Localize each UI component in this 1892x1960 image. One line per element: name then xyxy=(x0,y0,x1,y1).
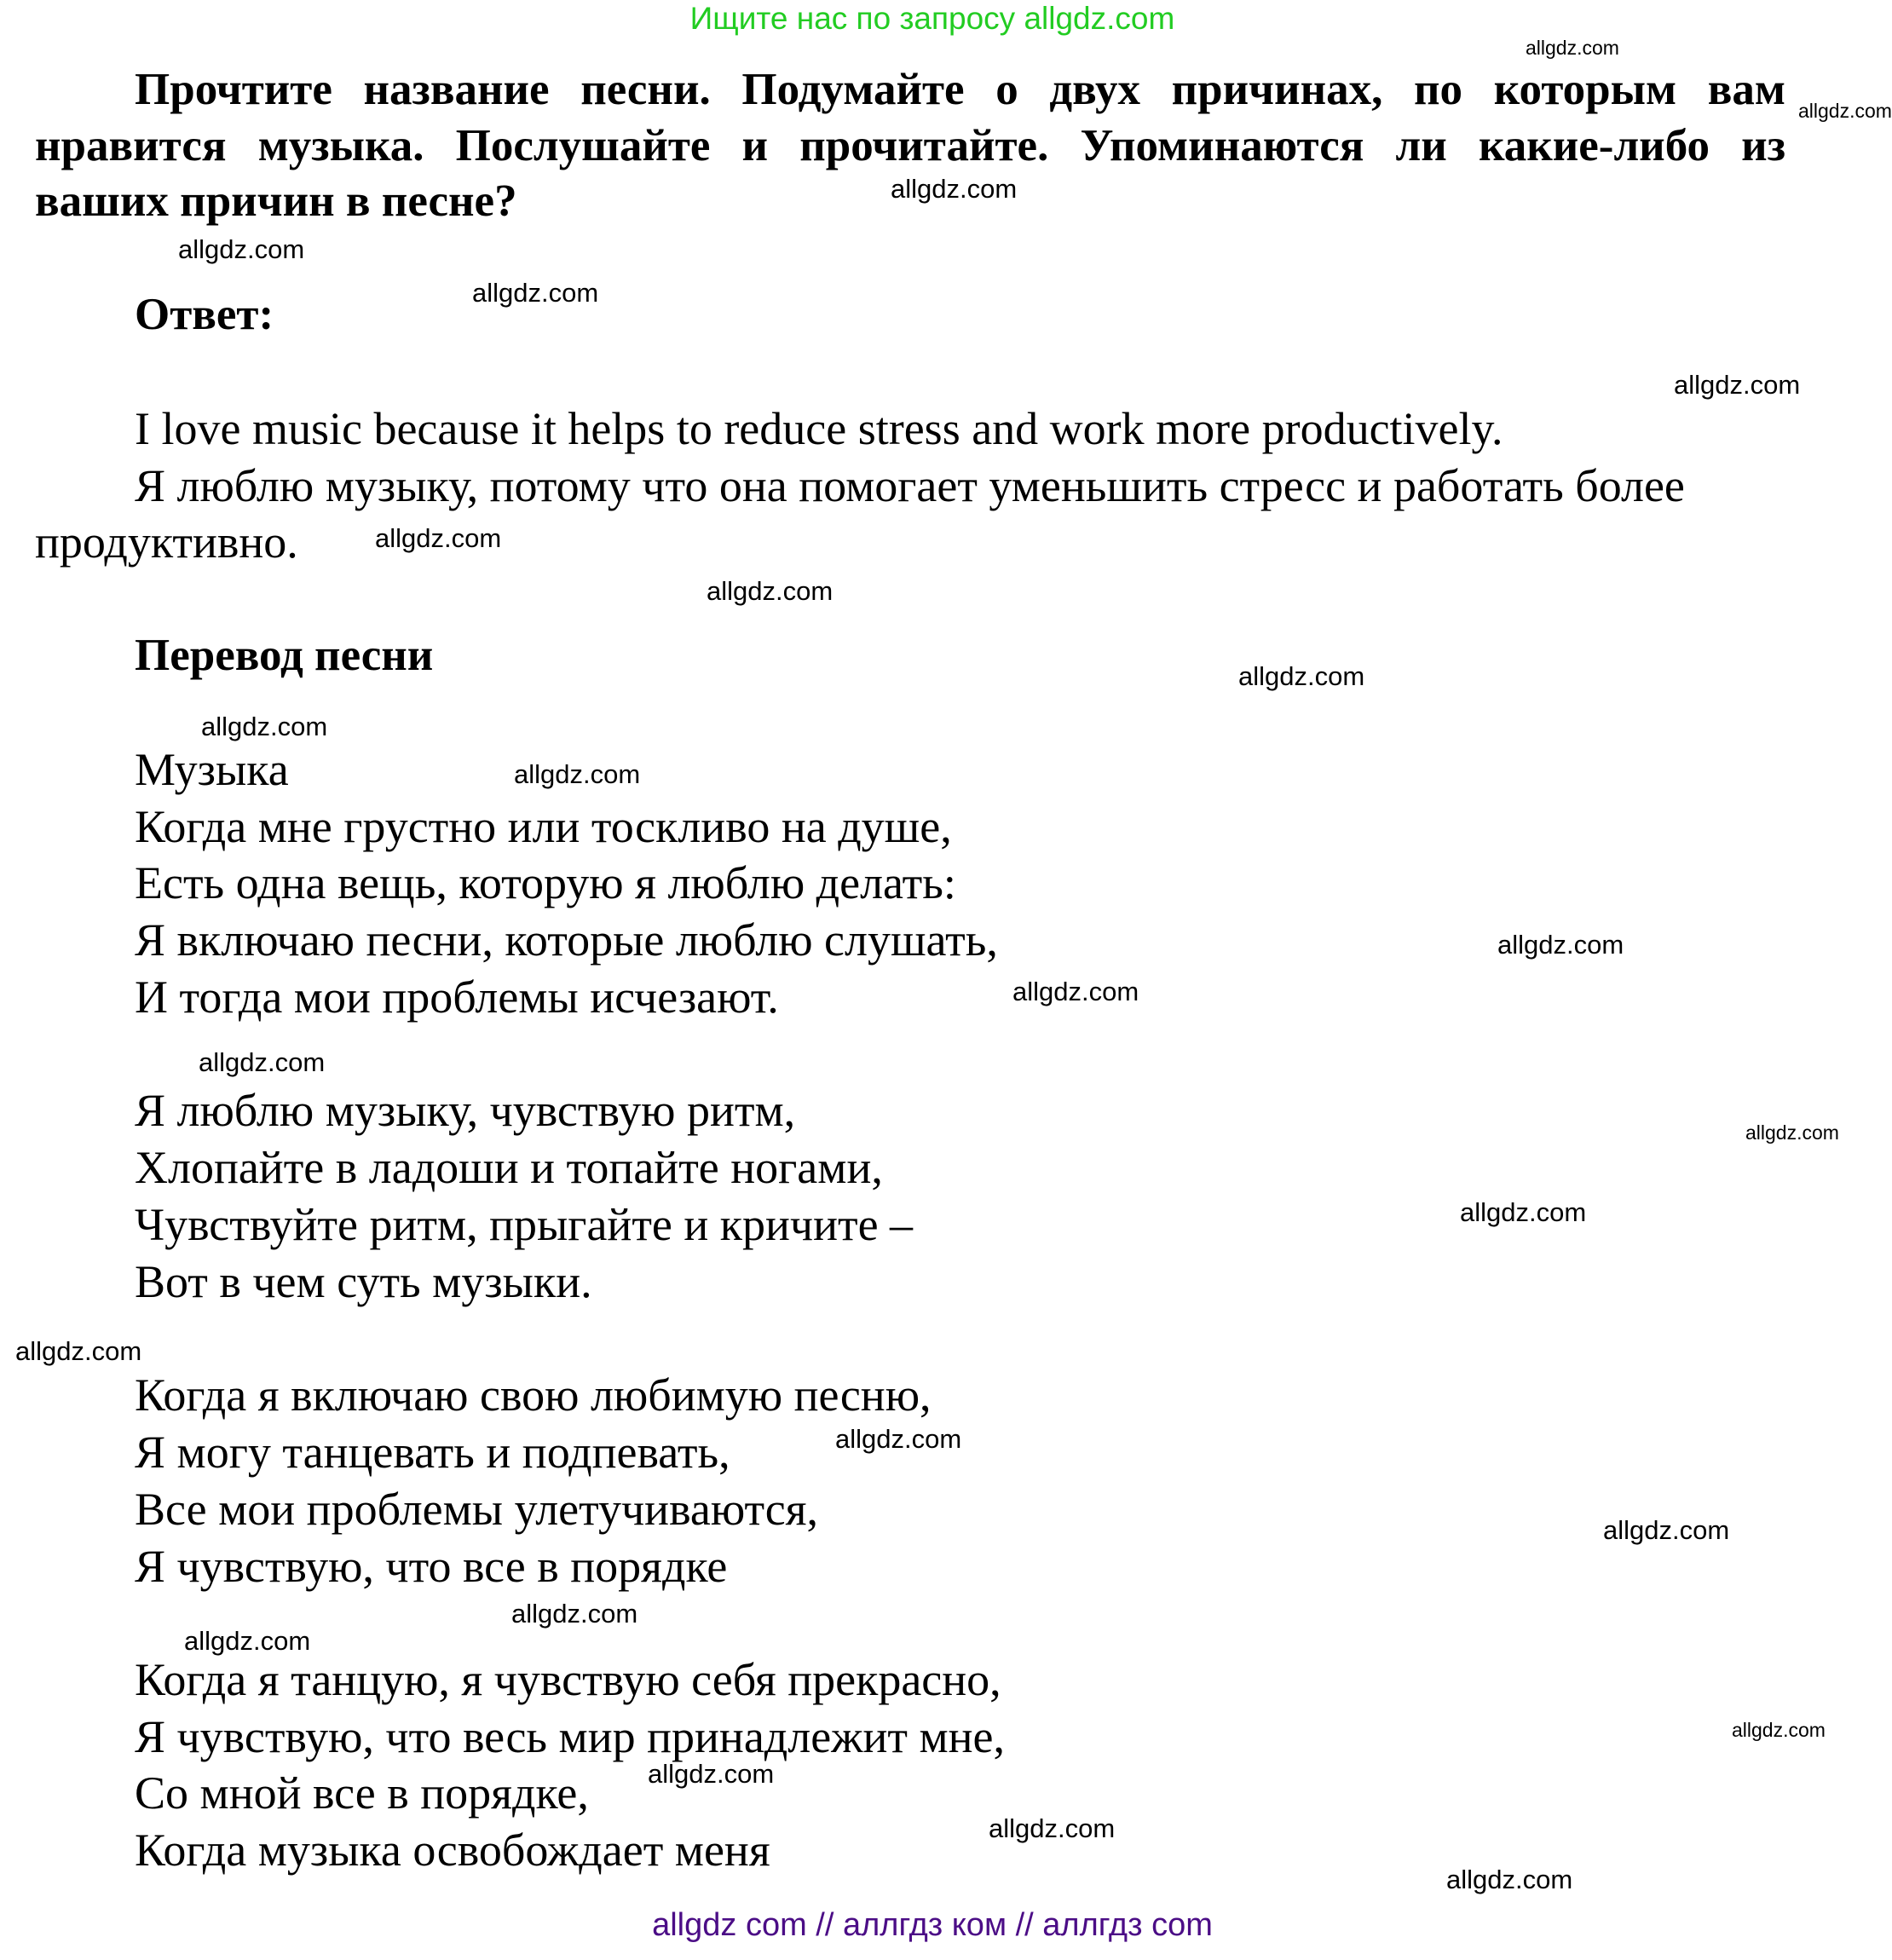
song-line: Музыка xyxy=(135,744,289,795)
song-line: Я включаю песни, которые люблю слушать, xyxy=(135,914,998,966)
watermark: allgdz.com xyxy=(835,1424,962,1454)
watermark: allgdz.com xyxy=(989,1813,1116,1843)
song-line: Со мной все в порядке, xyxy=(135,1767,589,1819)
song-line: Я люблю музыку, чувствую ритм, xyxy=(135,1085,796,1136)
watermark: allgdz.com xyxy=(472,278,599,308)
song-line: Есть одна вещь, которую я люблю делать: xyxy=(135,857,956,908)
watermark: allgdz.com xyxy=(15,1336,142,1366)
translation-heading: Перевод песни xyxy=(135,631,434,680)
answer-english: I love music because it helps to reduce stress and work more productively. xyxy=(135,403,1503,454)
watermark: allgdz.com xyxy=(1460,1197,1587,1227)
watermark: allgdz.com xyxy=(1238,661,1365,691)
answer-heading: Ответ: xyxy=(135,290,274,339)
song-line: Когда я танцую, я чувствую себя прекрасно, xyxy=(135,1654,1001,1705)
watermark: allgdz.com xyxy=(1603,1515,1730,1545)
watermark: allgdz.com xyxy=(648,1759,775,1789)
song-line: И тогда мои проблемы исчезают. xyxy=(135,971,779,1023)
song-line: Вот в чем суть музыки. xyxy=(135,1256,592,1307)
question-line-2: нравится музыка. Послушайте и прочитайте. Упоминаются ли какие-либо из xyxy=(35,121,1785,170)
answer-russian-line-1: Я люблю музыку, потому что она помогает уменьшить стресс и работать более xyxy=(135,460,1685,511)
song-line: Когда я включаю свою любимую песню, xyxy=(135,1369,932,1421)
watermark: allgdz.com xyxy=(891,174,1018,204)
watermark: allgdz.com xyxy=(1745,1121,1839,1144)
song-line: Я могу танцевать и подпевать, xyxy=(135,1427,730,1478)
footer-links: allgdz com // аллгдз ком // аллгдз com xyxy=(652,1907,1213,1943)
watermark: allgdz.com xyxy=(375,523,502,553)
song-line: Когда музыка освобождает меня xyxy=(135,1825,770,1876)
song-line: Когда мне грустно или тоскливо на душе, xyxy=(135,801,952,852)
song-line: Я чувствую, что все в порядке xyxy=(135,1541,728,1592)
watermark: allgdz.com xyxy=(514,759,641,789)
watermark: allgdz.com xyxy=(178,234,305,264)
song-line: Чувствуйте ритм, прыгайте и кричите – xyxy=(135,1199,914,1250)
watermark: allgdz.com xyxy=(1526,37,1619,59)
question-line-3: ваших причин в песне? xyxy=(35,176,517,226)
song-line: Я чувствую, что весь мир принадлежит мне, xyxy=(135,1711,1006,1762)
song-line: Хлопайте в ладоши и топайте ногами, xyxy=(135,1142,883,1193)
watermark: allgdz.com xyxy=(184,1626,311,1656)
watermark: allgdz.com xyxy=(201,712,328,741)
search-banner: Ищите нас по запросу allgdz.com xyxy=(689,1,1175,36)
watermark: allgdz.com xyxy=(1732,1719,1826,1741)
watermark: allgdz.com xyxy=(1798,100,1892,122)
watermark: allgdz.com xyxy=(1674,370,1801,400)
watermark: allgdz.com xyxy=(1012,977,1139,1006)
song-line: Все мои проблемы улетучиваются, xyxy=(135,1484,819,1535)
watermark: allgdz.com xyxy=(1497,930,1624,960)
watermark: allgdz.com xyxy=(1446,1865,1573,1894)
watermark: allgdz.com xyxy=(707,576,834,606)
answer-russian-line-2: продуктивно. xyxy=(35,516,298,568)
watermark: allgdz.com xyxy=(199,1047,326,1077)
watermark: allgdz.com xyxy=(511,1599,638,1629)
question-line-1: Прочтите название песни. Подумайте о двух причинах, по которым вам xyxy=(135,65,1785,114)
